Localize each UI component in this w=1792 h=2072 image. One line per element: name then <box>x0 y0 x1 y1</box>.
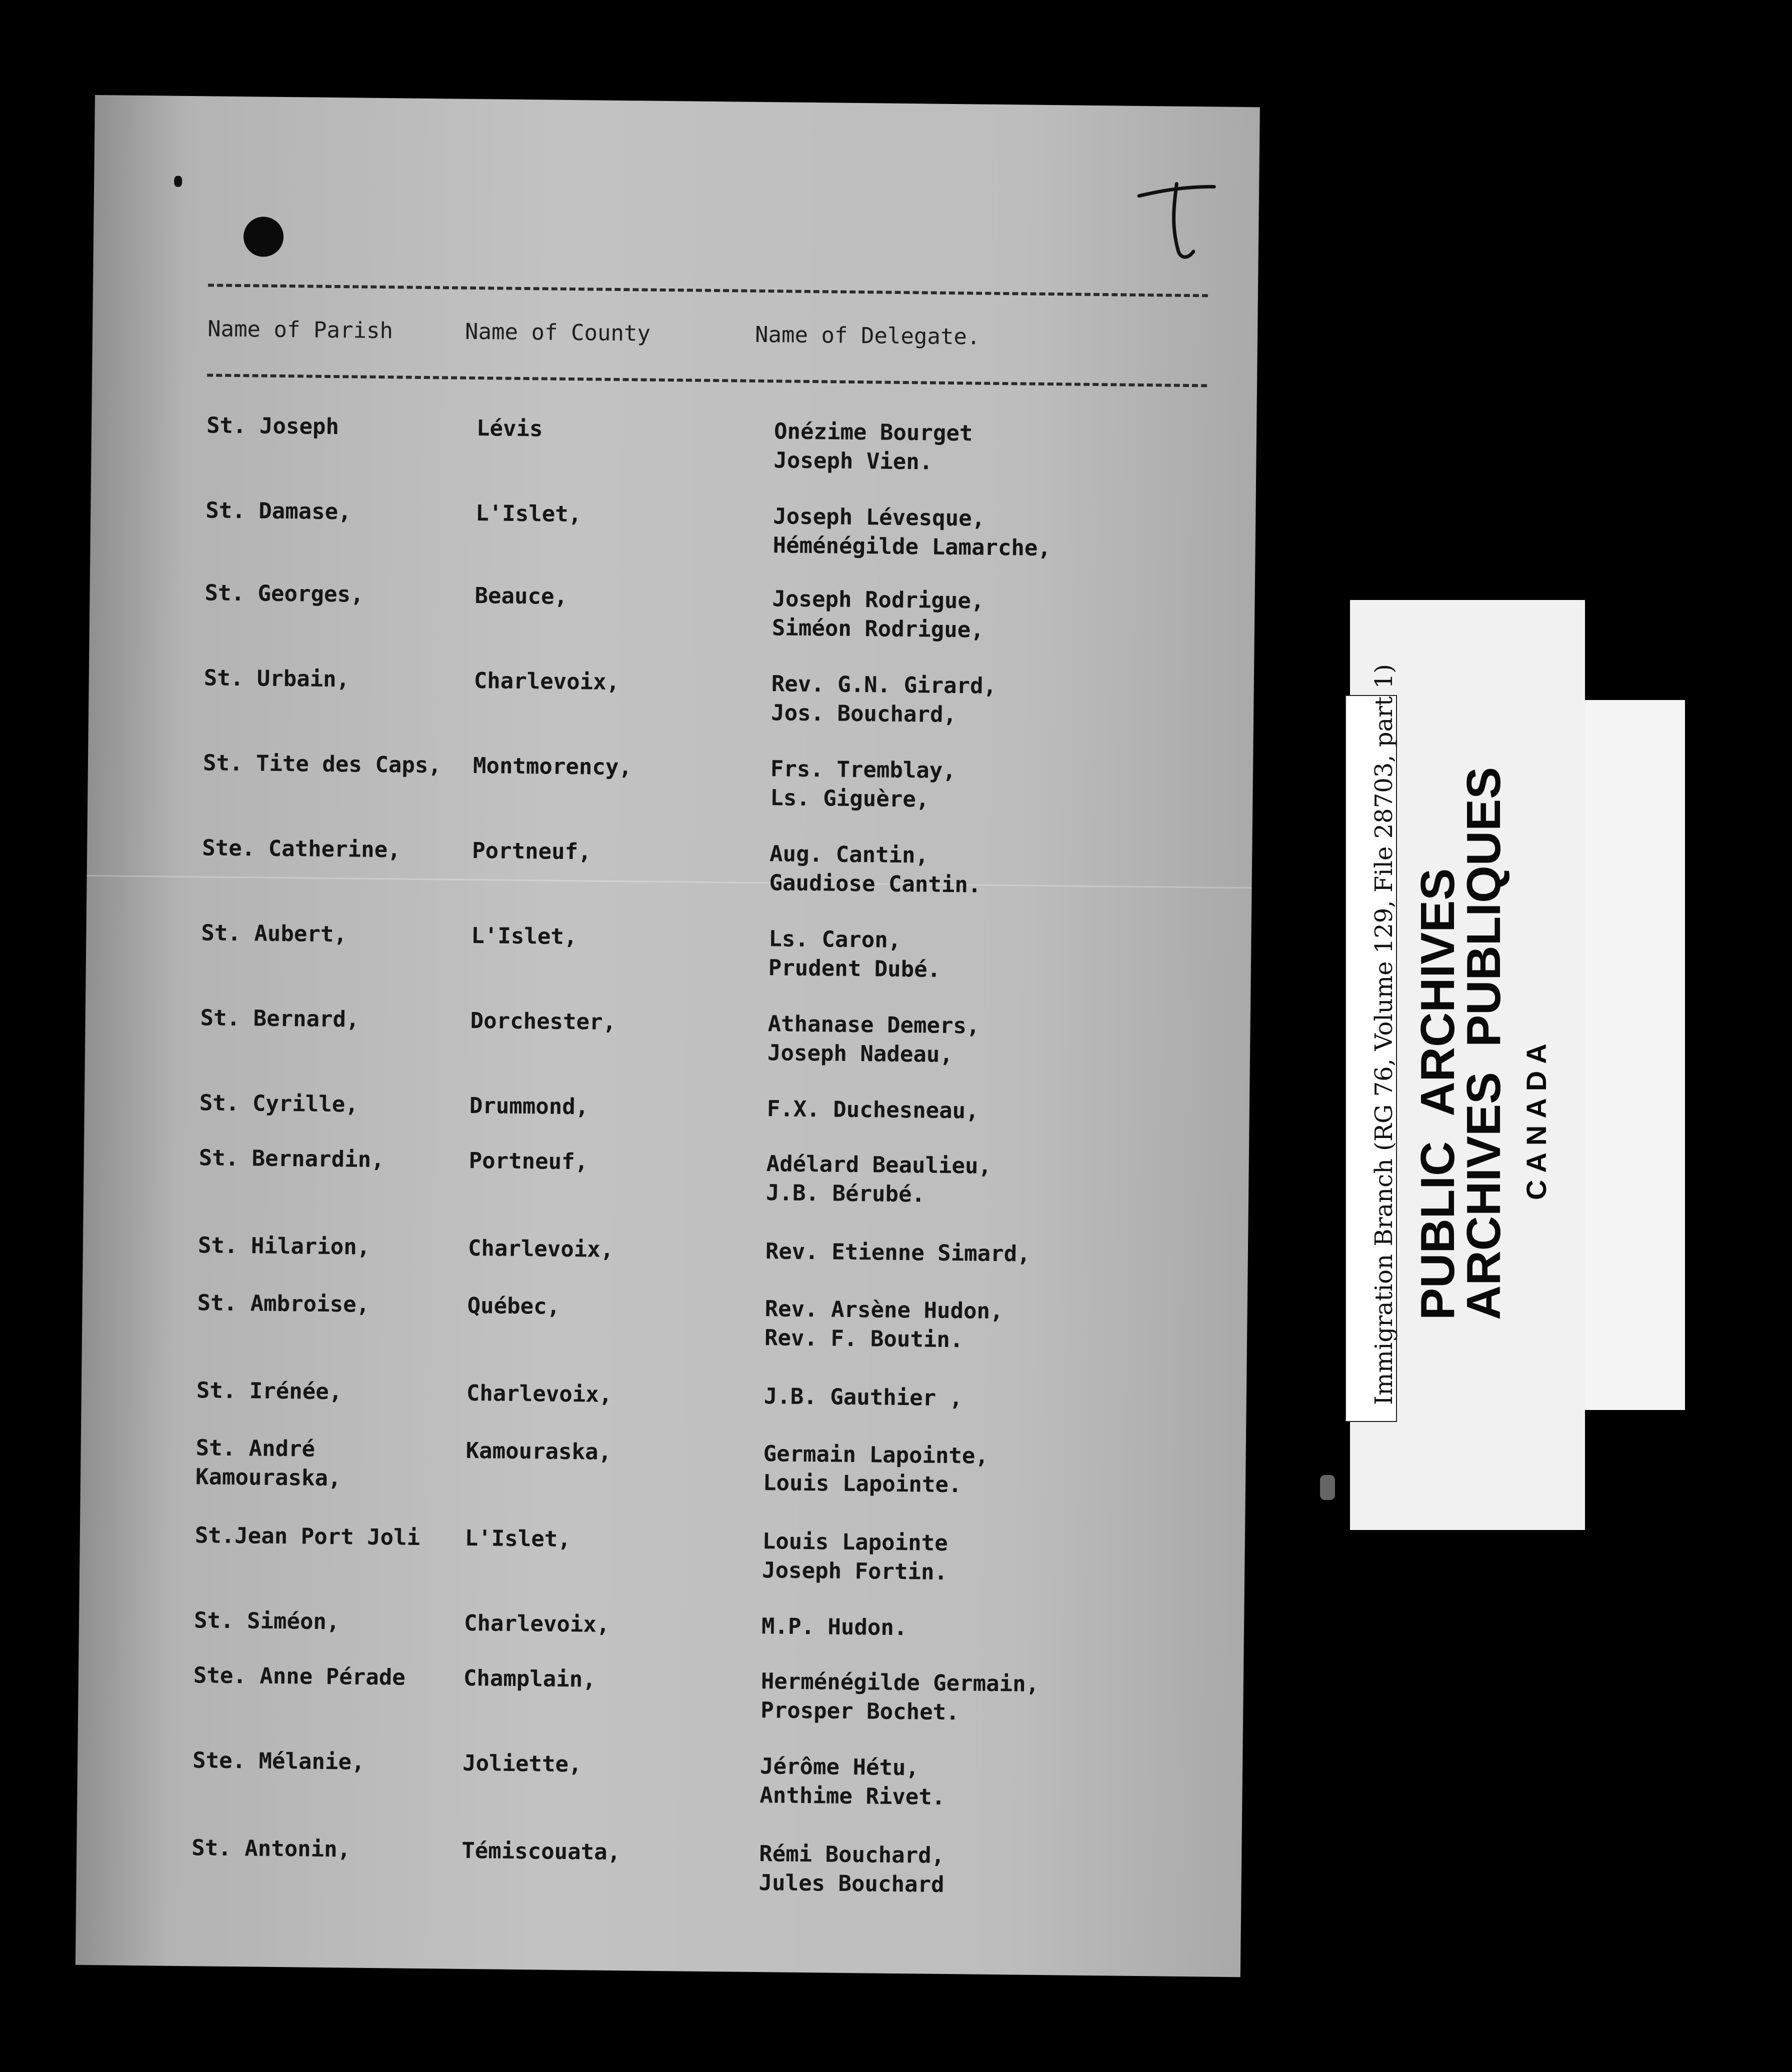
cell-county: Lévis <box>476 416 543 442</box>
cell-delegate: F.X. Duchesneau, <box>766 1096 979 1124</box>
document-page <box>76 95 1260 1977</box>
cell-county: Charlevoix, <box>464 1610 610 1638</box>
cell-delegate: Athanase Demers, Joseph Nadeau, <box>767 1011 980 1068</box>
label-publiques: PUBLIQUES <box>1457 766 1510 1047</box>
table-row <box>88 662 1254 744</box>
cell-delegate: Rev. Etienne Simard, <box>765 1238 1030 1267</box>
cell-parish: St. Siméon, <box>194 1608 340 1635</box>
label-archives-fr: ARCHIVES <box>1457 1072 1510 1320</box>
table-row <box>89 578 1254 660</box>
cell-county: Champlain, <box>463 1665 596 1692</box>
table-row <box>77 1745 1242 1827</box>
cell-delegate: Herménégilde Germain, Prosper Bochet. <box>760 1668 1040 1726</box>
cell-parish: St. Urbain, <box>204 665 350 692</box>
cell-delegate: Jérôme Hétu, Anthime Rivet. <box>760 1754 946 1810</box>
table-row <box>80 1432 1246 1514</box>
cell-county: Portneuf, <box>472 838 592 865</box>
cell-delegate: Rémi Bouchard, Jules Bouchard <box>758 1841 945 1898</box>
cell-parish: St. Georges, <box>204 580 364 608</box>
header-delegate: Name of Delegate. <box>754 322 980 350</box>
table-rows <box>76 95 1260 1977</box>
cell-delegate: J.B. Gauthier , <box>764 1384 963 1412</box>
cell-county: Beauce, <box>474 583 568 610</box>
table-row <box>88 748 1253 830</box>
cell-delegate: M.P. Hudon. <box>761 1614 908 1641</box>
cell-delegate: Joseph Rodrigue, Siméon Rodrigue, <box>772 586 984 643</box>
cell-county: Charlevoix, <box>468 1235 614 1262</box>
table-row <box>86 918 1251 1000</box>
cell-delegate: Ls. Caron, Prudent Dubé. <box>768 926 941 982</box>
cell-delegate: Frs. Tremblay, Ls. Giguère, <box>770 756 956 812</box>
table-row <box>76 1832 1242 1914</box>
table-row <box>85 1002 1250 1084</box>
cell-parish: St. Joseph <box>206 412 340 440</box>
cell-parish: Ste. Anne Pérade <box>193 1662 406 1690</box>
cell-parish: St. Aubert, <box>201 920 348 948</box>
cell-county: L'Islet, <box>471 922 578 950</box>
archives-label <box>1411 766 1552 1320</box>
cell-parish: St.Jean Port Joli <box>194 1522 420 1550</box>
table-row <box>91 410 1256 492</box>
cell-parish: St. Cyrille, <box>199 1090 359 1118</box>
cell-delegate: Onézime Bourget Joseph Vien. <box>774 418 973 475</box>
label-line-2 <box>1457 766 1510 1320</box>
cell-parish: St. Hilarion, <box>198 1232 370 1260</box>
cell-delegate: Joseph Lévesque, Héménégilde Lamarche, <box>772 504 1052 562</box>
cell-county: L'Islet, <box>464 1525 571 1552</box>
card-clip <box>1320 1475 1335 1500</box>
label-country: CANADA <box>1520 1036 1552 1200</box>
cell-parish: St. Tite des Caps, <box>202 750 442 778</box>
cell-parish: St. Antonin, <box>192 1835 351 1862</box>
cell-delegate: Aug. Cantin, Gaudiose Cantin. <box>769 841 982 898</box>
table-row <box>82 1288 1248 1370</box>
cell-county: Joliette, <box>462 1750 582 1778</box>
cell-county: Dorchester, <box>470 1008 616 1036</box>
table-row <box>90 495 1256 577</box>
cell-parish: St. Irénée, <box>196 1378 342 1405</box>
cell-county: Kamouraska, <box>466 1438 612 1465</box>
header-parish: Name of Parish <box>207 316 394 344</box>
cell-county: Drummond, <box>469 1092 589 1120</box>
table-row <box>84 1142 1249 1224</box>
cell-county: L'Islet, <box>476 500 582 528</box>
cell-parish: St. Ambroise, <box>197 1290 370 1318</box>
reference-text: Immigration Branch (RG 76, Volume 129, File 28703, part 1) <box>1370 664 1398 1405</box>
table-row <box>80 1520 1245 1602</box>
cell-county: Témiscouata, <box>462 1838 621 1866</box>
cell-delegate: Rev. Arsène Hudon, Rev. F. Boutin. <box>764 1296 1004 1353</box>
cell-delegate: Germain Lapointe, Louis Lapointe. <box>762 1441 989 1498</box>
cell-parish: Ste. Catherine, <box>202 835 401 863</box>
cell-county: Québec, <box>467 1292 560 1320</box>
cell-delegate: Rev. G.N. Girard, Jos. Bouchard, <box>770 671 997 728</box>
cell-delegate: Adélard Beaulieu, J.B. Bérubé. <box>766 1151 992 1208</box>
cell-parish: St. Bernard, <box>200 1005 360 1032</box>
cell-county: Charlevoix, <box>474 668 620 696</box>
cell-county: Montmorency, <box>472 752 632 780</box>
cell-delegate: Louis Lapointe Joseph Fortin. <box>762 1528 948 1586</box>
label-line-1 <box>1411 770 1464 1320</box>
cell-parish: St. Bernardin, <box>198 1145 384 1173</box>
cell-county: Charlevoix, <box>466 1380 612 1408</box>
table-row <box>86 832 1252 914</box>
label-archives-en: ARCHIVES <box>1411 868 1464 1116</box>
cell-parish: St. André Kamouraska, <box>195 1435 342 1492</box>
header-county: Name of County <box>464 318 651 346</box>
cell-county: Portneuf, <box>468 1148 588 1175</box>
label-public: PUBLIC <box>1411 1141 1464 1320</box>
cell-parish: Ste. Mélanie, <box>192 1748 365 1775</box>
cell-parish: St. Damase, <box>206 498 352 525</box>
table-row <box>78 1660 1244 1742</box>
